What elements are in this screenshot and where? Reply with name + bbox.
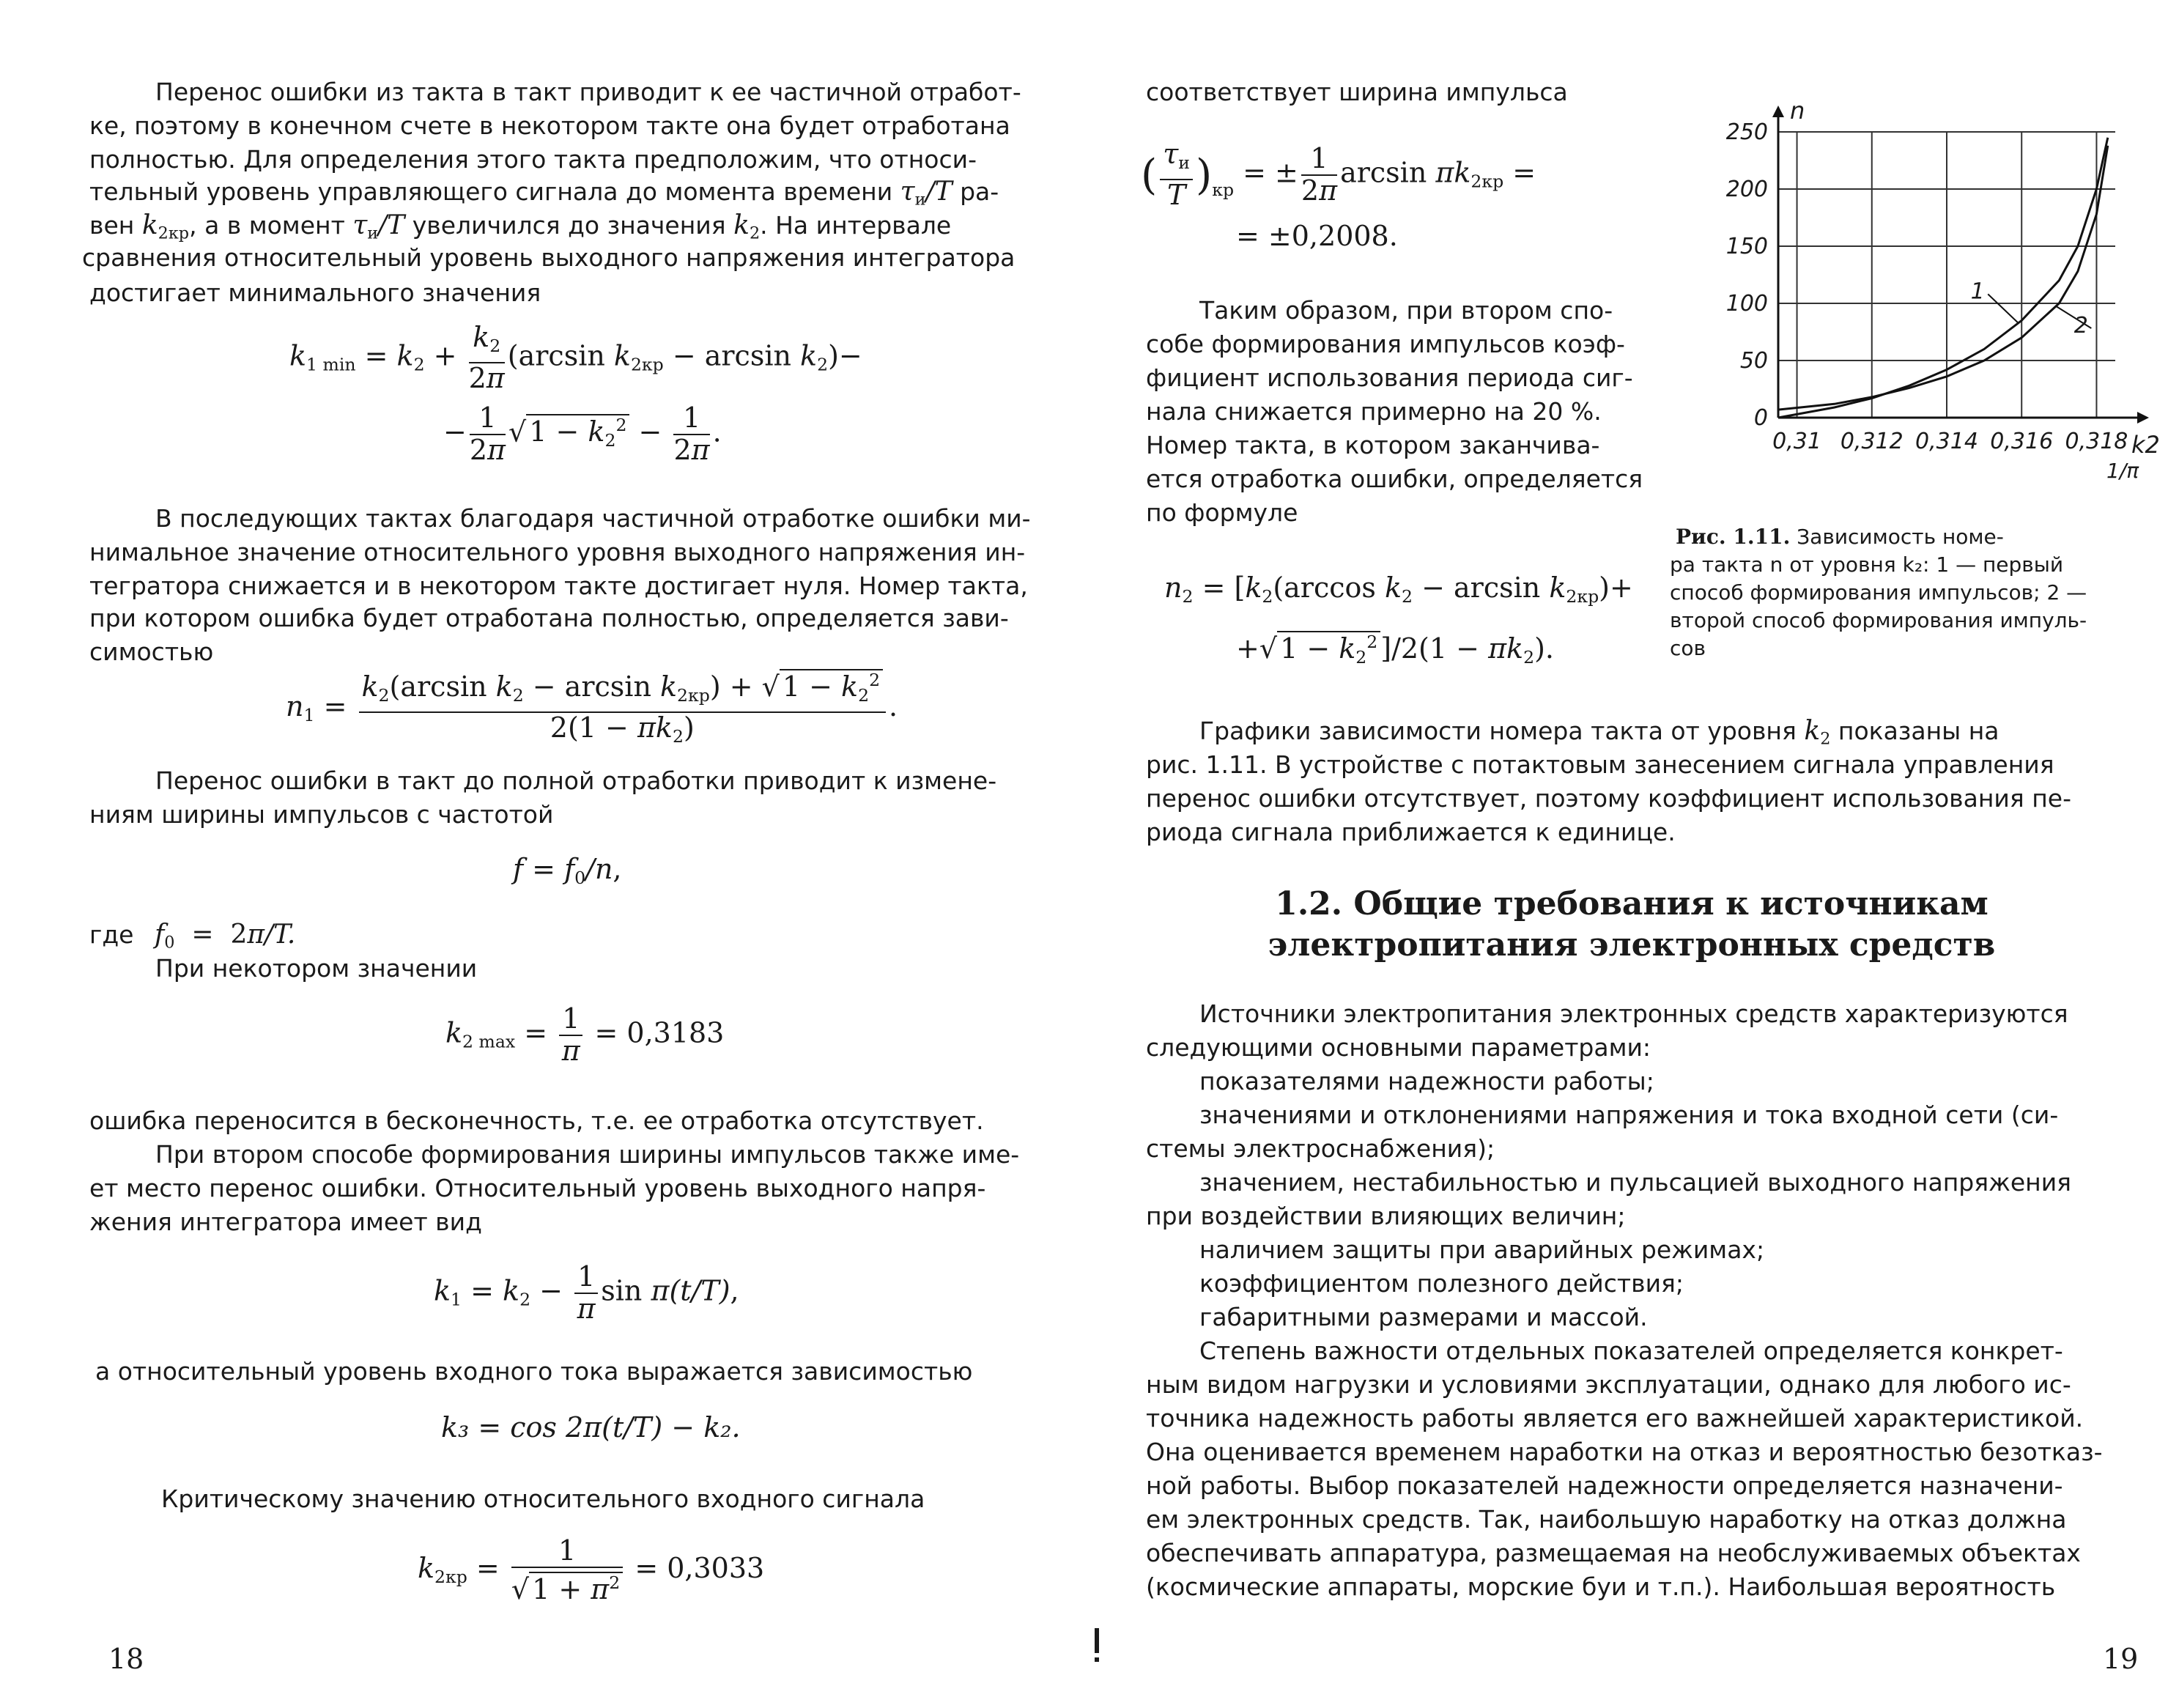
text-line: достигает минимального значения xyxy=(89,278,541,307)
chart-x-tick-label: 0,316 xyxy=(1990,429,2054,454)
list-item: габаритными размерами и массой. xyxy=(1199,1303,1648,1331)
text-line: Перенос ошибки в такт до полной отработки приводит к измене- xyxy=(155,766,997,795)
text-line: Номер такта, в котором заканчива- xyxy=(1146,431,1600,459)
figure-caption-line: второй способ формирования импуль- xyxy=(1670,608,2087,632)
chart-series-label: 1 xyxy=(1970,278,1985,305)
figure-caption-line: способ формирования импульсов; 2 — xyxy=(1670,580,2087,605)
list-item: при воздействии влияющих величин; xyxy=(1146,1202,1626,1230)
text-line: (космические аппараты, морские буи и т.п.). Наибольшая вероятность xyxy=(1146,1572,2056,1601)
text-line: фициент использования периода сиг- xyxy=(1146,363,1633,392)
chart-x-label: k2 xyxy=(2131,431,2160,459)
text-line: следующими основными параметрами: xyxy=(1146,1033,1651,1062)
text-line: собе формирования импульсов коэф- xyxy=(1146,330,1625,358)
formula-k3: k₃ = cos 2π(t/T) − k₂. xyxy=(441,1411,741,1443)
chart-y-tick-label: 0 xyxy=(1753,405,1768,431)
text-line: при котором ошибка будет отработана полностью, определяется зави- xyxy=(89,604,1009,632)
formula-k1: $k_1 = k_2$ − $\frac{1}{\pi}$ sin π(t/T), xyxy=(434,1260,739,1325)
page-number: 19 xyxy=(2103,1643,2139,1675)
formula-k2max: $k_{2 max}$ = $\frac{1}{\pi}$ = 0,3183 xyxy=(445,1002,725,1067)
list-item: коэффициентом полезного действия; xyxy=(1199,1269,1684,1298)
chart-y-tick-label: 250 xyxy=(1725,119,1768,145)
text-line: Степень важности отдельных показателей определяется конкрет- xyxy=(1199,1337,2063,1365)
chart-series-label: 2 xyxy=(2073,313,2088,339)
text-line: обеспечивать аппаратура, размещаемая на необслуживаемых объектах xyxy=(1146,1539,2081,1567)
chart-grid xyxy=(1778,132,2115,418)
text-line: ет место перенос ошибки. Относительный уровень выходного напря- xyxy=(89,1174,986,1202)
text-line: Источники электропитания электронных средств характеризуются xyxy=(1199,999,2068,1028)
text-line: При некотором значении xyxy=(155,954,478,983)
text-line: Графики зависимости номера такта от уровня $k_2$ показаны на xyxy=(1199,716,1999,749)
text-line: точника надежность работы является его важнейшей характеристикой. xyxy=(1146,1404,2084,1432)
text-line: ошибка переносится в бесконечность, т.е. ее отработка отсутствует. xyxy=(89,1106,984,1135)
formula-tau: ( $\frac{\tau_и}{T}$ )$_{кр}$ = ± $\frac{1}{2\pi}$ $\arcsin \pi k_{2кр}$ = xyxy=(1141,138,1536,211)
formula-n1: $n_1$ = $\frac{k_2(\arcsin k_2 - \arcsin k_{2кр}) + √ 1 - k_2^2}{2(1 - \pi k_2)}$ . xyxy=(286,665,898,753)
text-line: жения интегратора имеет вид xyxy=(89,1208,482,1236)
chart-x-axis-arrow xyxy=(2137,412,2149,424)
chart-x-tick-label: 0,314 xyxy=(1915,429,1978,454)
figure-caption-line: сов xyxy=(1670,636,1706,660)
figure-caption-line1: Рис. 1.11. Зависимость номе- xyxy=(1676,525,2004,549)
list-item: показателями надежности работы; xyxy=(1199,1067,1654,1095)
text-line: перенос ошибки отсутствует, поэтому коэффициент использования пе- xyxy=(1146,784,2072,813)
text-line: нала снижается примерно на 20 %. xyxy=(1146,397,1602,426)
text-line: ется отработка ошибки, определяется xyxy=(1146,465,1643,493)
list-item: стемы электроснабжения); xyxy=(1146,1134,1495,1163)
list-item: значениями и отклонениями напряжения и тока входной сети (си- xyxy=(1199,1101,2059,1129)
formula-k1min-line1: $k_{1 min} = k_2$ + $\frac{k_2}{2\pi}$ (arcsin $k_{2кр} - \arcsin k_2)-$ xyxy=(289,321,862,394)
section-title-line: 1.2. Общие требования к источникам xyxy=(1275,885,1989,923)
page-number: 18 xyxy=(108,1643,144,1675)
text-line: тегратора снижается и в некотором такте достигает нуля. Номер такта, xyxy=(89,572,1028,600)
text-line: ной работы. Выбор показателей надежности определяется назначени- xyxy=(1146,1471,2063,1500)
text-line: соответствует ширина импульса xyxy=(1146,78,1568,106)
text-line: по формуле xyxy=(1146,498,1298,527)
formula-tau-value: = ±0,2008. xyxy=(1236,220,1398,252)
chart-fig-1-11 xyxy=(1690,97,2160,484)
chart-y-tick-label: 150 xyxy=(1725,234,1768,259)
text-line: полностью. Для определения этого такта предположим, что относи- xyxy=(89,145,977,174)
text-line: а относительный уровень входного тока выражается зависимостью xyxy=(95,1357,973,1386)
chart-x-label-extra: 1/π xyxy=(2106,459,2139,483)
text-line: риода сигнала приближается к единице. xyxy=(1146,818,1676,846)
formula-k1min-line2: − $\frac{1}{2\pi}$ √ $1 - k_2^2$ − $\frac{1}{2\pi}$ . xyxy=(443,402,722,466)
chart-series-line-2 xyxy=(1778,146,2108,410)
right-page xyxy=(1090,0,2179,1708)
text-line: нимальное значение относительного уровня выходного напряжения ин- xyxy=(89,538,1026,566)
formula-k2kr: $k_{2кр}$ = $\frac{1}{√ 1 + \pi^2}$ = 0,3033 xyxy=(418,1534,765,1605)
chart-y-label: n xyxy=(1790,97,1805,125)
chart-series-leader-1 xyxy=(1988,294,2019,323)
text-line: ке, поэтому в конечном счете в некотором такте она будет отработана xyxy=(89,111,1010,140)
formula-n2-line1: $n_2 = [k_2(\arccos$ $k_2 - \arcsin k_{2кр})+$ xyxy=(1164,572,1633,607)
text-line: тельный уровень управляющего сигнала до момента времени $\tau_и/T$ ра- xyxy=(89,177,999,210)
chart-x-tick-label: 0,31 xyxy=(1772,429,1821,454)
section-title-line: электропитания электронных средств xyxy=(1268,926,1996,964)
text-line: симостью xyxy=(89,637,214,666)
text-line: В последующих тактах благодаря частичной отработке ошибки ми- xyxy=(155,504,1031,533)
text-line: вен $k_{2кр}$, а в момент $\tau_и/T$ увеличился до значения $k_2$. На интервале xyxy=(89,210,952,243)
chart-labels xyxy=(1726,97,2160,483)
text-line: Критическому значению относительного входного сигнала xyxy=(161,1485,925,1513)
list-item: наличием защиты при аварийных режимах; xyxy=(1199,1235,1765,1264)
text-line: рис. 1.11. В устройстве с потактовым занесением сигнала управления xyxy=(1146,750,2054,779)
figure-caption-line: ра такта n от уровня k₂: 1 — первый xyxy=(1670,552,2064,577)
text-line: сравнения относительный уровень выходного напряжения интегратора xyxy=(82,243,1015,272)
formula-f: $f = f_0/n$, xyxy=(513,853,622,889)
chart-y-axis-arrow xyxy=(1772,106,1784,117)
chart-x-tick-label: 0,318 xyxy=(2065,429,2128,454)
chart-series xyxy=(1778,138,2108,418)
text-line: Перенос ошибки из такта в такт приводит к ее частичной отработ- xyxy=(155,78,1021,106)
text-line: ем электронных средств. Так, наибольшую наработку на отказ должна xyxy=(1146,1505,2067,1534)
text-line: ным видом нагрузки и условиями эксплуатации, однако для любого ис- xyxy=(1146,1370,2071,1399)
text-line: При втором способе формирования ширины импульсов также име- xyxy=(155,1140,1020,1169)
formula-n2-line2: +√ $1 - k_2^2$ ]$/2(1 - \pi k_2)$. xyxy=(1236,632,1554,668)
chart-y-tick-label: 50 xyxy=(1739,348,1768,374)
text-line: где $f_0 = 2\pi/T$. xyxy=(89,920,296,953)
chart-x-tick-label: 0,312 xyxy=(1840,429,1904,454)
chart-axes xyxy=(1772,106,2149,424)
chart-y-tick-label: 100 xyxy=(1725,291,1768,317)
chart-series-line-1 xyxy=(1778,138,2108,418)
text-line: Таким образом, при втором спо- xyxy=(1199,296,1613,325)
text-line: Она оценивается временем наработки на отказ и вероятностью безотказ- xyxy=(1146,1438,2103,1466)
list-item: значением, нестабильностью и пульсацией выходного напряжения xyxy=(1199,1168,2071,1197)
section-title xyxy=(1155,884,2108,966)
text-line: ниям ширины импульсов с частотой xyxy=(89,800,554,829)
chart-y-tick-label: 200 xyxy=(1725,177,1768,202)
